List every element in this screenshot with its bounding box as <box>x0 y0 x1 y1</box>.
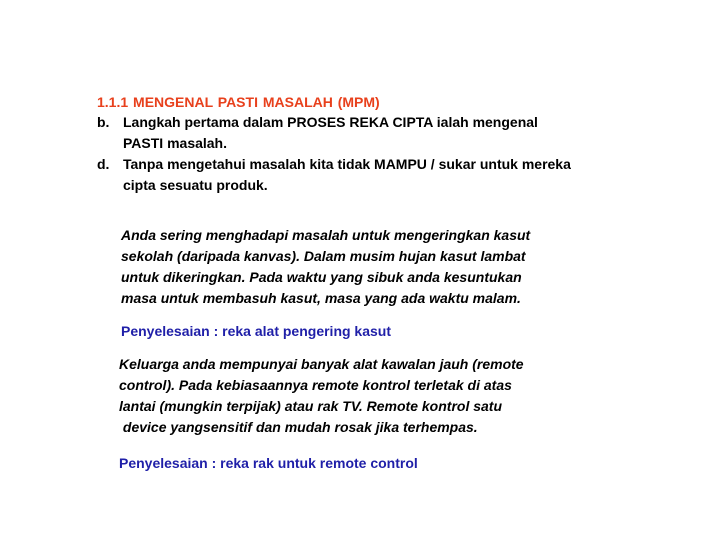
solution-1: Penyelesaian : reka alat pengering kasut <box>121 323 392 339</box>
problem-paragraph-1 <box>121 225 530 309</box>
point-d <box>97 154 657 196</box>
problem-1-line-3: untuk dikeringkan. Pada waktu yang sibuk anda kesuntukan <box>121 269 522 285</box>
problem-1-line-4: masa untuk membasuh kasut, masa yang ada waktu malam. <box>121 290 521 306</box>
point-b-line-2: PASTI masalah. <box>123 135 228 151</box>
problem-2-line-3: lantai (mungkin terpijak) atau rak TV. Remote kontrol satu <box>119 398 503 414</box>
problem-2-line-2: control). Pada kebiasaannya remote kontrol terletak di atas <box>119 377 512 393</box>
problem-2-line-1: Keluarga anda mempunyai banyak alat kawalan jauh (remote <box>119 356 524 372</box>
point-b-text <box>123 112 538 154</box>
point-d-text <box>123 154 571 196</box>
section-heading: 1.1.1 MENGENAL PASTI MASALAH (MPM) <box>97 94 380 110</box>
point-b <box>97 112 657 154</box>
problem-paragraph-2 <box>119 354 524 438</box>
point-b-line-1: Langkah pertama dalam PROSES REKA CIPTA ialah mengenal <box>123 114 538 130</box>
problem-1-line-1: Anda sering menghadapi masalah untuk mengeringkan kasut <box>121 227 531 243</box>
point-d-line-2: cipta sesuatu produk. <box>123 177 268 193</box>
point-d-marker: d. <box>97 156 110 172</box>
solution-2: Penyelesaian : reka rak untuk remote control <box>119 455 418 471</box>
problem-2-line-4: device yangsensitif dan mudah rosak jika terhempas. <box>119 419 478 435</box>
point-b-marker: b. <box>97 114 110 130</box>
problem-1-line-2: sekolah (daripada kanvas). Dalam musim hujan kasut lambat <box>121 248 526 264</box>
point-d-line-1: Tanpa mengetahui masalah kita tidak MAMPU / sukar untuk mereka <box>123 156 571 172</box>
